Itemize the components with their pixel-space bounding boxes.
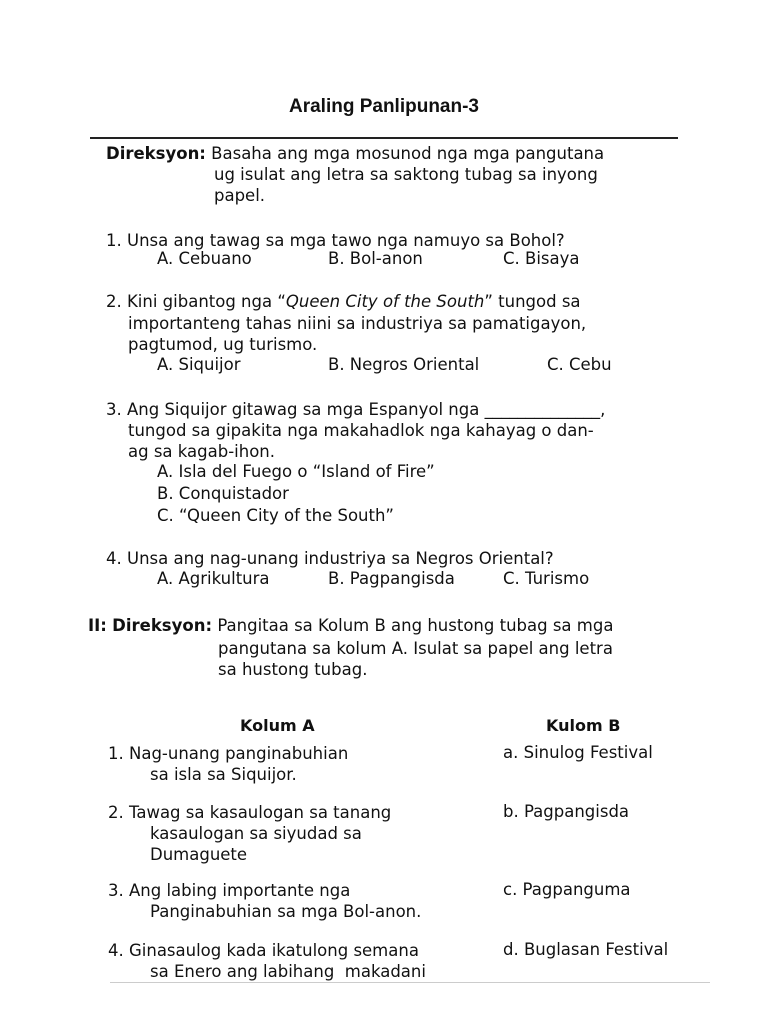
q2-option-b: B. Negros Oriental — [328, 355, 480, 374]
q3-option-c: C. “Queen City of the South” — [157, 506, 394, 525]
question-2 — [106, 291, 581, 312]
q3-line-2: tungod sa gipakita nga makahadlok nga kahayag o dan- — [128, 421, 594, 440]
match-b-d: d. Buglasan Festival — [503, 940, 669, 959]
column-a-header: Kolum A — [240, 716, 315, 735]
directions-2-label: Direksyon: — [112, 616, 213, 635]
question-1: 1. Unsa ang tawag sa mga tawo nga namuyo sa Bohol? — [106, 231, 565, 250]
q2-line-2: importanteng tahas niini sa industriya sa pamatigayon, — [128, 314, 587, 333]
match-b-a: a. Sinulog Festival — [503, 743, 653, 762]
q2-line-3: pagtumod, ug turismo. — [128, 335, 318, 354]
q3-line-3: ag sa kagab-ihon. — [128, 442, 276, 461]
match-a-4-line-2: sa Enero ang labihang makadani — [150, 962, 426, 981]
match-a-1-line-1: 1. Nag-unang panginabuhian — [108, 744, 349, 763]
q4-option-c: C. Turismo — [503, 569, 590, 588]
q1-option-b: B. Bol-anon — [328, 249, 423, 268]
directions-line-2: ug isulat ang letra sa saktong tubag sa inyong — [214, 165, 598, 184]
q1-option-a: A. Cebuano — [157, 249, 252, 268]
q4-option-b: B. Pagpangisda — [328, 569, 455, 588]
q2-text-post: ” tungod sa — [484, 292, 581, 311]
directions-line-1: Basaha ang mga mosunod nga mga pangutana — [211, 144, 605, 163]
directions-2-line-1: Pangitaa sa Kolum B ang hustong tubag sa mga — [217, 616, 614, 635]
match-a-3-line-1: 3. Ang labing importante nga — [108, 881, 351, 900]
q1-option-c: C. Bisaya — [503, 249, 580, 268]
match-a-2-line-1: 2. Tawag sa kasaulogan sa tanang — [108, 803, 392, 822]
title-rule — [90, 137, 678, 139]
question-3: 3. Ang Siquijor gitawag sa mga Espanyol nga ______________, — [106, 400, 606, 419]
q4-option-a: A. Agrikultura — [157, 569, 270, 588]
part2-prefix: II: — [88, 616, 107, 635]
directions-label: Direksyon: — [106, 144, 206, 163]
directions-line-3: papel. — [214, 186, 266, 205]
match-a-2-line-3: Dumaguete — [150, 845, 248, 864]
q3-option-a: A. Isla del Fuego o “Island of Fire” — [157, 462, 435, 481]
column-b-header: Kulom B — [546, 716, 621, 735]
match-b-c: c. Pagpanguma — [503, 880, 631, 899]
match-a-1-line-2: sa isla sa Siquijor. — [150, 765, 297, 784]
q2-text-em: Queen City of the South — [285, 292, 485, 311]
directions-2 — [88, 615, 613, 636]
q2-option-c: C. Cebu — [547, 355, 612, 374]
question-4: 4. Unsa ang nag-unang industriya sa Negros Oriental? — [106, 549, 554, 568]
match-a-3-line-2: Panginabuhian sa mga Bol-anon. — [150, 902, 422, 921]
directions-1 — [106, 143, 604, 164]
directions-2-line-2: pangutana sa kolum A. Isulat sa papel ang letra — [218, 639, 613, 658]
bottom-divider — [110, 982, 710, 983]
q2-option-a: A. Siquijor — [157, 355, 241, 374]
q3-option-b: B. Conquistador — [157, 484, 289, 503]
page-title: Araling Panlipunan-3 — [288, 96, 480, 117]
q2-text-pre: 2. Kini gibantog nga “ — [106, 292, 286, 311]
match-b-b: b. Pagpangisda — [503, 802, 630, 821]
match-a-4-line-1: 4. Ginasaulog kada ikatulong semana — [108, 941, 419, 960]
directions-2-line-3: sa hustong tubag. — [218, 660, 368, 679]
match-a-2-line-2: kasaulogan sa siyudad sa — [150, 824, 362, 843]
